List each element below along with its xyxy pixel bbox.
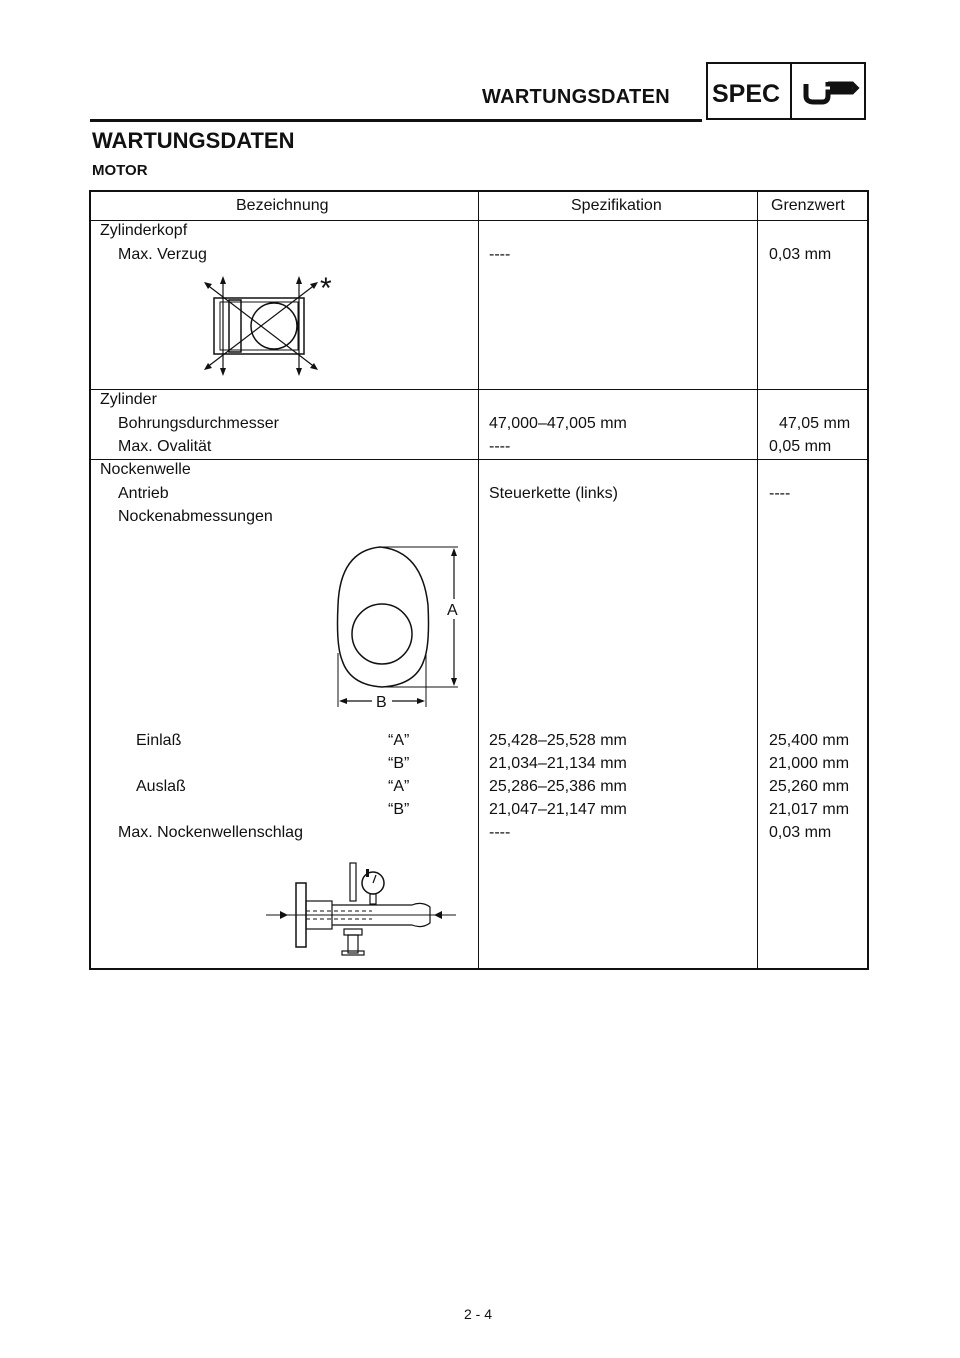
cylinder-head-warpage-figure [196,270,336,380]
item-label-nockenwellenschlag: Max. Nockenwellenschlag [118,824,303,841]
wrench-icon [800,72,860,112]
figure-label-a: A [447,602,458,619]
group-label-zylinderkopf: Zylinderkopf [100,222,188,239]
page-title: WARTUNGSDATEN [92,128,295,153]
group-label-zylinder: Zylinder [100,391,157,408]
limit-bohrung: 47,05 mm [779,415,851,432]
column-header-grenzwert: Grenzwert [771,197,845,214]
item-label-nockenabmessungen: Nockenabmessungen [118,508,273,525]
limit-max-verzug: 0,03 mm [769,246,832,263]
sub-label-einlass-b: “B” [388,755,410,772]
spec-auslass-a: 25,286–25,386 mm [489,778,627,795]
header-title: WARTUNGSDATEN [482,86,670,108]
row-divider-2 [89,459,869,460]
sub-label-einlass-a: “A” [388,732,410,749]
column-header-spezifikation: Spezifikation [571,197,662,214]
header-row-divider [89,220,869,221]
item-label-max-verzug: Max. Verzug [118,246,207,263]
limit-einlass-a: 25,400 mm [769,732,850,749]
spec-einlass-b: 21,034–21,134 mm [489,755,627,772]
column-divider-2 [757,190,758,970]
limit-einlass-b: 21,000 mm [769,755,850,772]
row-divider-1 [89,389,869,390]
limit-auslass-a: 25,260 mm [769,778,850,795]
camshaft-runout-figure [262,855,462,960]
spec-bohrung: 47,000–47,005 mm [489,415,627,432]
item-label-antrieb: Antrieb [118,485,169,502]
limit-antrieb: ---- [769,485,791,502]
cam-lobe-dimension-figure [320,535,480,715]
item-label-auslass: Auslaß [136,778,186,795]
limit-ovalitaet: 0,05 mm [769,438,832,455]
figure-mark-asterisk: * [320,272,332,305]
spec-badge-divider [790,62,792,120]
item-label-bohrung: Bohrungsdurchmesser [118,415,279,432]
item-label-einlass: Einlaß [136,732,182,749]
limit-auslass-b: 21,017 mm [769,801,850,818]
spec-auslass-b: 21,047–21,147 mm [489,801,627,818]
spec-max-verzug: ---- [489,246,511,263]
group-label-nockenwelle: Nockenwelle [100,461,191,478]
spec-nockenwellenschlag: ---- [489,824,511,841]
spec-antrieb: Steuerkette (links) [489,485,618,502]
spec-einlass-a: 25,428–25,528 mm [489,732,627,749]
spec-ovalitaet: ---- [489,438,511,455]
sub-label-auslass-b: “B” [388,801,410,818]
spec-badge-label: SPEC [712,80,781,108]
section-subtitle: MOTOR [92,162,148,179]
item-label-ovalitaet: Max. Ovalität [118,438,212,455]
column-header-bezeichnung: Bezeichnung [236,197,329,214]
sub-label-auslass-a: “A” [388,778,410,795]
limit-nockenwellenschlag: 0,03 mm [769,824,832,841]
figure-label-b: B [376,694,387,711]
header-rule [90,119,702,122]
page-number: 2 - 4 [464,1306,493,1322]
